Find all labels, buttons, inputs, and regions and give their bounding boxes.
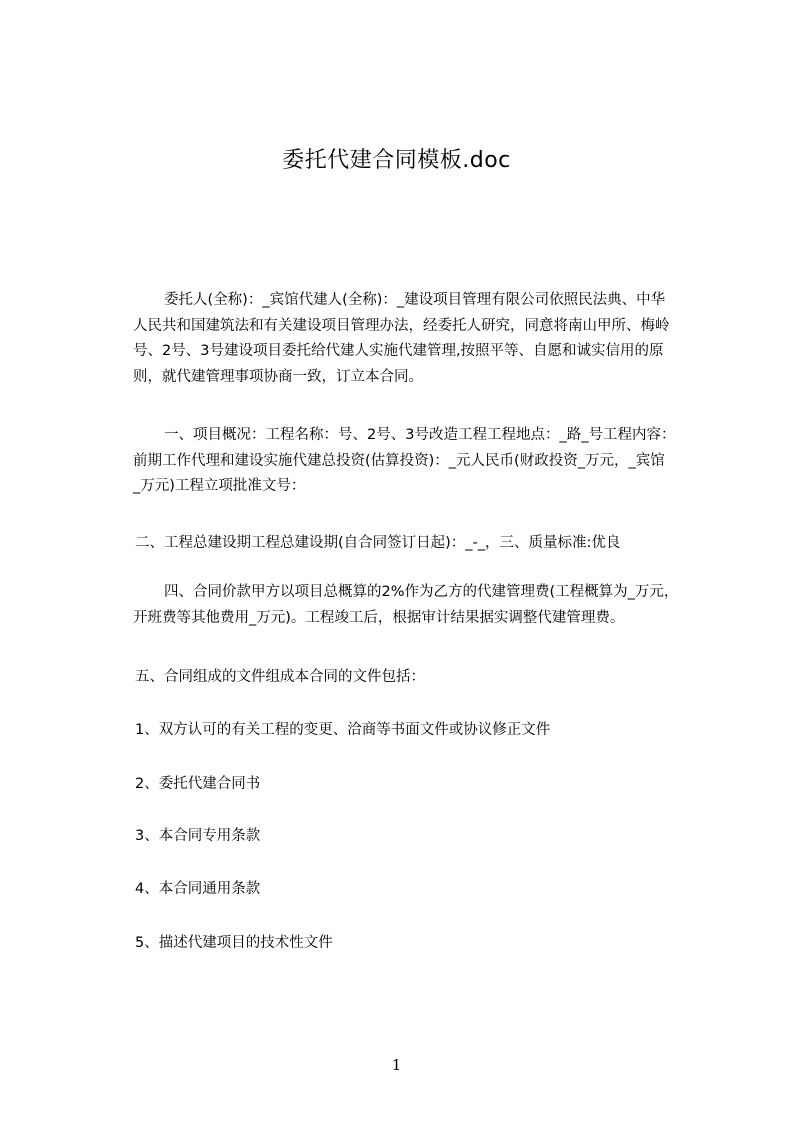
section4-line-1: 四、合同价款甲方以项目总概算的2%作为乙方的代建管理费(工程概算为_万元， [164, 584, 679, 600]
paragraph-section-1 [104, 423, 696, 500]
section4-line-2: 开班费等其他费用_万元)。工程竣工后，根据审计结果据实调整代建管理费。 [133, 609, 625, 626]
paragraph-section-2: 二、工程总建设期工程总建设期(自合同签订日起)：_-_，三、质量标准:优良 [135, 535, 621, 551]
section1-line-3: _万元)工程立项批准文号： [133, 478, 306, 494]
section1-line-1: 一、项目概况：工程名称：号、2号、3号改造工程工程地点：_路_号工程内容： [164, 427, 676, 443]
paragraph-section-4 [104, 580, 696, 631]
list-item-1: 1、双方认可的有关工程的变更、洽商等书面文件或协议修正文件 [135, 722, 551, 738]
list-item-5: 5、描述代建项目的技术性文件 [135, 935, 333, 951]
document-title: 委托代建合同模板.doc [282, 148, 511, 173]
list-item-2: 2、委托代建合同书 [135, 776, 261, 792]
section1-line-2: 前期工作代理和建设实施代建总投资(估算投资)：_元人民币(财政投资_万元，_宾馆 [133, 452, 665, 469]
intro-line-1: 委托人(全称)：_宾馆代建人(全称)：_建设项目管理有限公司依照民法典、中华 [164, 292, 666, 308]
intro-line-3: 号、2号、3号建设项目委托给代建人实施代建管理,按照平等、自愿和诚实信用的原 [133, 343, 664, 359]
paragraph-section-5: 五、合同组成的文件组成本合同的文件包括： [135, 669, 425, 685]
intro-line-4: 则，就代建管理事项协商一致，订立本合同。 [133, 368, 423, 385]
paragraph-intro [104, 288, 696, 390]
intro-line-2: 人民共和国建筑法和有关建设项目管理办法，经委托人研究，同意将南山甲所、梅岭 [133, 317, 670, 334]
list-item-4: 4、本合同通用条款 [135, 881, 261, 897]
list-item-3: 3、本合同专用条款 [135, 828, 261, 844]
page-number: 1 [391, 1056, 402, 1074]
